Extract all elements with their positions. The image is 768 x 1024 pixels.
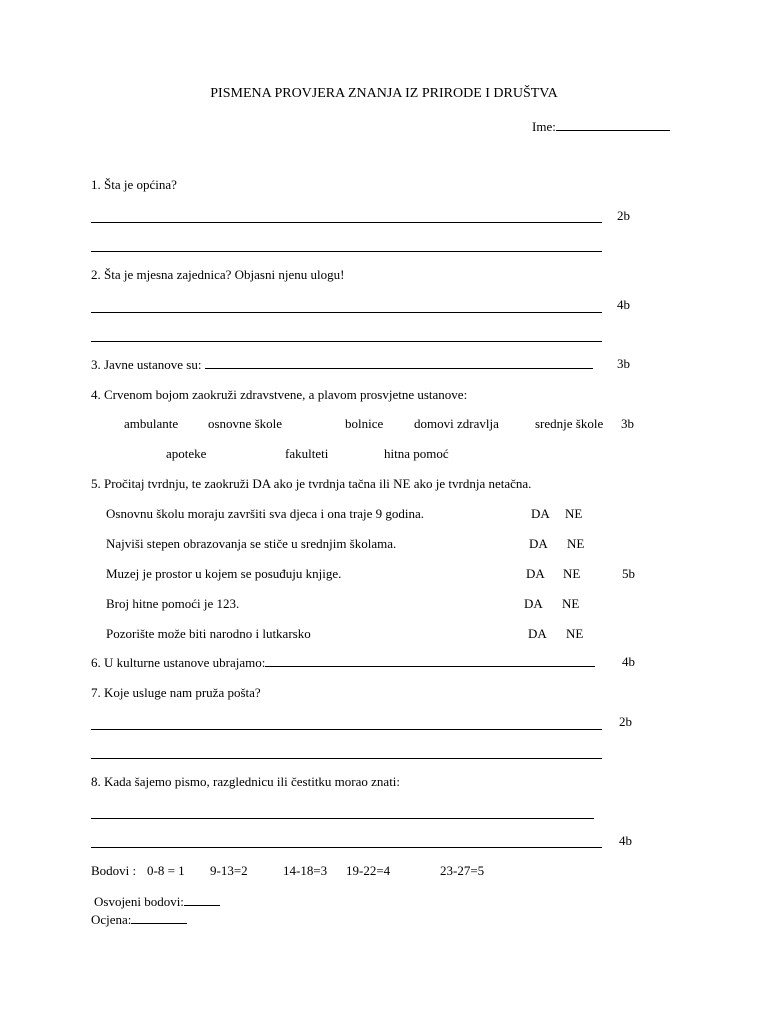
statement-5: Pozorište može biti narodno i lutkarsko	[106, 626, 311, 641]
option-fakulteti[interactable]: fakulteti	[285, 446, 329, 461]
question-7: 7. Koje usluge nam pruža pošta?	[91, 685, 261, 700]
grade-blank[interactable]	[131, 911, 187, 924]
ne-option-5[interactable]: NE	[566, 626, 584, 641]
option-srednje-skole[interactable]: srednje škole	[535, 416, 604, 431]
earned-points	[94, 893, 220, 910]
option-osnovne-skole[interactable]: osnovne škole	[208, 416, 283, 431]
name-label: Ime:	[532, 119, 556, 134]
option-domovi-zdravlja[interactable]: domovi zdravlja	[414, 416, 499, 431]
grade	[91, 911, 187, 928]
question-3	[91, 356, 593, 373]
ne-option-4[interactable]: NE	[562, 596, 580, 611]
statement-4: Broj hitne pomoći je 123.	[106, 596, 240, 611]
answer-line-7a[interactable]	[91, 729, 602, 730]
points-q7: 2b	[619, 714, 632, 729]
score-range-3: 14-18=3	[283, 863, 328, 878]
earned-points-label: Osvojeni bodovi:	[94, 894, 184, 909]
answer-line-7b[interactable]	[91, 758, 602, 759]
question-6-text: 6. U kulturne ustanove ubrajamo:	[91, 655, 266, 670]
grade-label: Ocjena:	[91, 912, 132, 927]
question-3-text: 3. Javne ustanove su:	[91, 357, 202, 372]
earned-points-blank[interactable]	[184, 893, 220, 906]
da-option-5[interactable]: DA	[528, 626, 547, 641]
name-blank[interactable]	[556, 118, 670, 131]
score-range-5: 23-27=5	[440, 863, 485, 878]
option-apoteke[interactable]: apoteke	[166, 446, 207, 461]
question-1: 1. Šta je općina?	[91, 177, 177, 192]
da-option-3[interactable]: DA	[526, 566, 545, 581]
name-field	[532, 118, 670, 135]
score-range-4: 19-22=4	[346, 863, 391, 878]
score-range-2: 9-13=2	[210, 863, 248, 878]
points-q3: 3b	[617, 356, 630, 371]
question-4: 4. Crvenom bojom zaokruži zdravstvene, a plavom prosvjetne ustanove:	[91, 387, 468, 402]
points-q1: 2b	[617, 208, 630, 223]
statement-3: Muzej je prostor u kojem se posuđuju knjige.	[106, 566, 342, 581]
statement-1: Osnovnu školu moraju završiti sva djeca i ona traje 9 godina.	[106, 506, 425, 521]
page-title: PISMENA PROVJERA ZNANJA IZ PRIRODE I DRUŠTVA	[210, 86, 558, 101]
points-q5: 5b	[622, 566, 635, 581]
answer-line-8a[interactable]	[91, 818, 594, 819]
points-q2: 4b	[617, 297, 630, 312]
option-hitna-pomoc[interactable]: hitna pomoć	[384, 446, 449, 461]
points-q6: 4b	[622, 654, 635, 669]
ne-option-3[interactable]: NE	[563, 566, 581, 581]
ne-option-1[interactable]: NE	[565, 506, 583, 521]
da-option-1[interactable]: DA	[531, 506, 550, 521]
answer-line-8b[interactable]	[91, 847, 602, 848]
answer-line-2a[interactable]	[91, 312, 602, 313]
points-q4: 3b	[621, 416, 634, 431]
option-bolnice[interactable]: bolnice	[345, 416, 384, 431]
question-8: 8. Kada šajemo pismo, razglednicu ili čestitku morao znati:	[91, 774, 401, 789]
answer-line-1a[interactable]	[91, 222, 602, 223]
ne-option-2[interactable]: NE	[567, 536, 585, 551]
da-option-4[interactable]: DA	[524, 596, 543, 611]
statement-2: Najviši stepen obrazovanja se stiče u srednjim školama.	[106, 536, 397, 551]
answer-line-2b[interactable]	[91, 341, 602, 342]
answer-line-6[interactable]	[265, 654, 595, 667]
question-5: 5. Pročitaj tvrdnju, te zaokruži DA ako je tvrdnja tačna ili NE ako je tvrdnja netačna.	[91, 476, 532, 491]
option-ambulante[interactable]: ambulante	[124, 416, 179, 431]
scoring-label: Bodovi :	[91, 863, 137, 878]
question-2: 2. Šta je mjesna zajednica? Objasni njenu ulogu!	[91, 267, 345, 282]
score-range-1: 0-8 = 1	[147, 863, 185, 878]
da-option-2[interactable]: DA	[529, 536, 548, 551]
answer-line-3[interactable]	[205, 356, 593, 369]
question-6	[91, 654, 595, 671]
answer-line-1b[interactable]	[91, 251, 602, 252]
points-q8: 4b	[619, 833, 632, 848]
